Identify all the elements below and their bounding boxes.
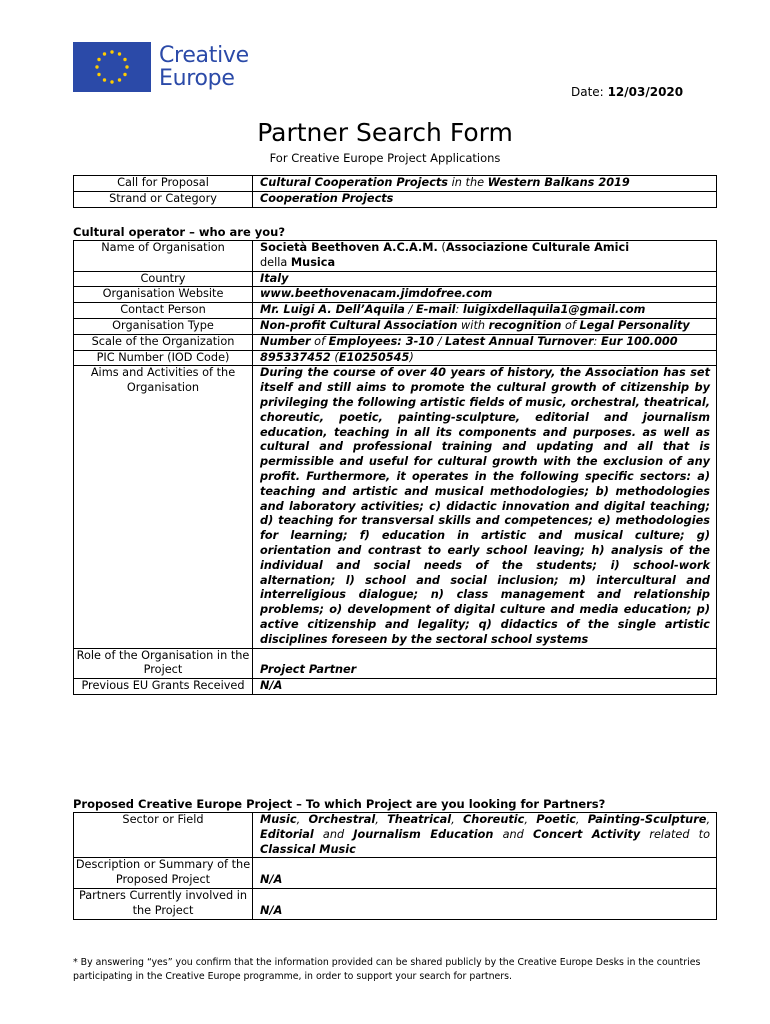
logo-line1: Creative — [159, 43, 249, 68]
footnote: * By answering “yes” you confirm that the information provided can be shared publicly by the Creative Europe Desks in the countries participating in the Creative Europe programme, in order to support your search for partners. — [73, 957, 701, 982]
call-row — [74, 176, 717, 192]
operator-table — [73, 240, 717, 695]
strand-row — [74, 191, 717, 207]
aims-label: Aims and Activities of the Organisation — [74, 366, 253, 648]
contact-row — [74, 303, 717, 319]
logo-line2: Europe — [159, 66, 235, 91]
scale-row — [74, 334, 717, 350]
project-table — [73, 812, 717, 920]
strand-label: Strand or Category — [74, 191, 253, 207]
partners-label: Partners Currently involved in the Project — [74, 888, 253, 919]
name-label: Name of Organisation — [74, 241, 253, 272]
website-value[interactable]: www.beethovenacam.jimdofree.com — [253, 287, 717, 303]
scale-value: Number of Employees: 3-10 / Latest Annual Turnover: Eur 100.000 — [253, 334, 717, 350]
type-label: Organisation Type — [74, 318, 253, 334]
project-heading: Proposed Creative Europe Project – To which Project are you looking for Partners? — [73, 797, 606, 811]
role-value: Project Partner — [253, 648, 717, 679]
creative-europe-logo — [73, 42, 249, 92]
role-label: Role of the Organisation in the Project — [74, 648, 253, 679]
name-row — [74, 241, 717, 272]
sector-row — [74, 813, 717, 858]
description-row — [74, 858, 717, 889]
partners-value: N/A — [253, 888, 717, 919]
type-value: Non-profit Cultural Association with recognition of Legal Personality — [253, 318, 717, 334]
role-row — [74, 648, 717, 679]
sector-value: Music, Orchestral, Theatrical, Choreutic, Poetic, Painting-Sculpture, Editorial and Journalism Education and Concert Activity related to Classical Music — [253, 813, 717, 858]
partners-row — [74, 888, 717, 919]
website-row — [74, 287, 717, 303]
logo-wordmark — [159, 44, 249, 90]
grants-value: N/A — [253, 679, 717, 695]
operator-heading: Cultural operator – who are you? — [73, 225, 286, 239]
name-value: Società Beethoven A.C.A.M. (Associazione Culturale Amici della Musica — [253, 241, 717, 272]
description-label: Description or Summary of the Proposed Project — [74, 858, 253, 889]
aims-row — [74, 366, 717, 648]
scale-label: Scale of the Organization — [74, 334, 253, 350]
pic-label: PIC Number (IOD Code) — [74, 350, 253, 366]
page-subtitle: For Creative Europe Project Applications — [269, 151, 501, 165]
grants-label: Previous EU Grants Received — [74, 679, 253, 695]
contact-value: Mr. Luigi A. Dell’Aquila / E-mail: luigixdellaquila1@gmail.com — [253, 303, 717, 319]
call-value: Cultural Cooperation Projects in the Western Balkans 2019 — [253, 176, 717, 192]
call-table — [73, 175, 717, 208]
strand-value: Cooperation Projects — [253, 191, 717, 207]
page-title: Partner Search Form — [257, 118, 513, 147]
grants-row — [74, 679, 717, 695]
country-value: Italy — [253, 271, 717, 287]
country-row — [74, 271, 717, 287]
pic-value: 895337452 (E10250545) — [253, 350, 717, 366]
country-label: Country — [74, 271, 253, 287]
date-label: Date: — [571, 85, 604, 99]
aims-value: During the course of over 40 years of history, the Association has set itself and still aims to promote the cultural growth of citizenship by privileging the following artistic fields of music, orchestral, theatrical, choreutic, poetic, painting-sculpture, editorial and journalism education, teaching in all its components and purposes. as well as cultural and professional training and updating and all that is permissible and useful for cultural growth with the exclusion of any profit. Furthermore, it operates in the following specific sectors: a) teaching and artistic and musical methodologies; b) methodologies and laboratory activities; c) didactic innovation and digital teaching; d) teaching for transversal skills and competences; e) methodologies for learning; f) education in artistic and musical culture; g) orientation and contrast to early school leaving; h) analysis of the individual and social needs of the students; i) school-work alternation; l) school and social inclusion; m) intercultural and interreligious dialogue; n) class management and relationship problems; o) development of digital culture and media education; p) active citizenship and legality; q) didactics of the single artistic disciplines foreseen by the sectoral school systems — [253, 366, 717, 648]
date-line — [571, 85, 683, 99]
contact-label: Contact Person — [74, 303, 253, 319]
description-value: N/A — [253, 858, 717, 889]
eu-flag-icon — [73, 42, 151, 92]
date-value: 12/03/2020 — [607, 85, 684, 99]
call-label: Call for Proposal — [74, 176, 253, 192]
website-label: Organisation Website — [74, 287, 253, 303]
type-row — [74, 318, 717, 334]
sector-label: Sector or Field — [74, 813, 253, 858]
pic-row — [74, 350, 717, 366]
